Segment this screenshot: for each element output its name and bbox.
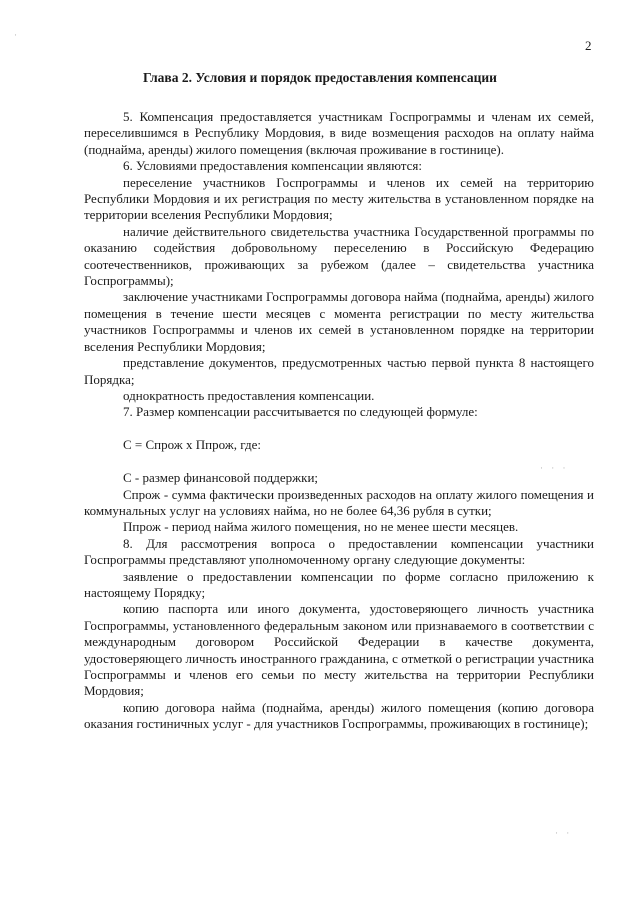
paragraph-doc-lease-copy: копию договора найма (поднайма, аренды) жилого помещения (копию договора оказания гостиничных услуг - для участников Госпрограммы, проживающих в гостинице); (84, 699, 594, 732)
scan-speck: · · (555, 828, 573, 838)
paragraph-condition-lease: заключение участниками Госпрограммы договора найма (поднайма, аренды) жилого помещения в течение шести месяцев с момента регистрации по месту жительства участников Госпрограммы и членов их семей в установленном порядке на территории вселения Республики Мордовия; (84, 289, 594, 354)
paragraph-def-pprozh: Ппрож - период найма жилого помещения, но не менее шести месяцев. (123, 519, 519, 535)
paragraph-condition-resettlement: переселение участников Госпрограммы и членов их семей на территорию Республики Мордовия и их регистрация по месту жительства в установленном порядке на территории вселения Республики Мордовия; (84, 174, 594, 223)
paragraph-def-c: С - размер финансовой поддержки; (123, 470, 319, 486)
scan-speck: · · · (540, 463, 569, 473)
scan-speck: · (14, 30, 20, 40)
paragraph-def-sprozh: Спрож - сумма фактически произведенных расходов на оплату жилого помещения и коммунальных услуг на условиях найма, но не более 64,36 рубля в сутки; (84, 486, 594, 518)
paragraph-doc-application: заявление о предоставлении компенсации по форме согласно приложению к настоящему Порядку; (84, 568, 594, 600)
paragraph-item-6: 6. Условиями предоставления компенсации являются: (123, 158, 422, 174)
compensation-formula: С = Спрож х Ппрож, где: (123, 436, 261, 452)
paragraph-condition-certificate: наличие действительного свидетельства участника Государственной программы по оказанию содействия добровольному переселению в Российскую Федерацию соотечественников, проживающих за рубежом (далее – свидетельства участника Госпрограммы); (84, 223, 594, 289)
paragraph-condition-documents: представление документов, предусмотренных частью первой пункта 8 настоящего Порядка; (84, 355, 594, 387)
chapter-title: Глава 2. Условия и порядок предоставления компенсации (143, 70, 497, 85)
page-number: 2 (585, 38, 592, 53)
paragraph-item-5: 5. Компенсация предоставляется участникам Госпрограммы и членам их семей, переселившимся в Республику Мордовия, в виде возмещения расходов на оплату найма (поднайма, аренды) жилого помещения (включая проживание в гостинице). (84, 109, 594, 157)
paragraph-doc-passport: копию паспорта или иного документа, удостоверяющего личность участника Госпрограммы, установленного федеральным законом или признаваемого в соответствии с международным договором Российской Федерации в качестве документа, удостоверяющего личность иностранного гражданина, с отметкой о регистрации участника Госпрограммы и членов его семьи по месту жительства на территории Республики Мордовия; (84, 601, 594, 699)
paragraph-condition-once: однократность предоставления компенсации. (123, 387, 375, 403)
paragraph-item-8: 8. Для рассмотрения вопроса о предоставлении компенсации участники Госпрограммы представляют уполномоченному органу следующие документы: (84, 535, 594, 568)
paragraph-item-7: 7. Размер компенсации рассчитывается по следующей формуле: (123, 404, 478, 420)
document-body (84, 109, 594, 733)
